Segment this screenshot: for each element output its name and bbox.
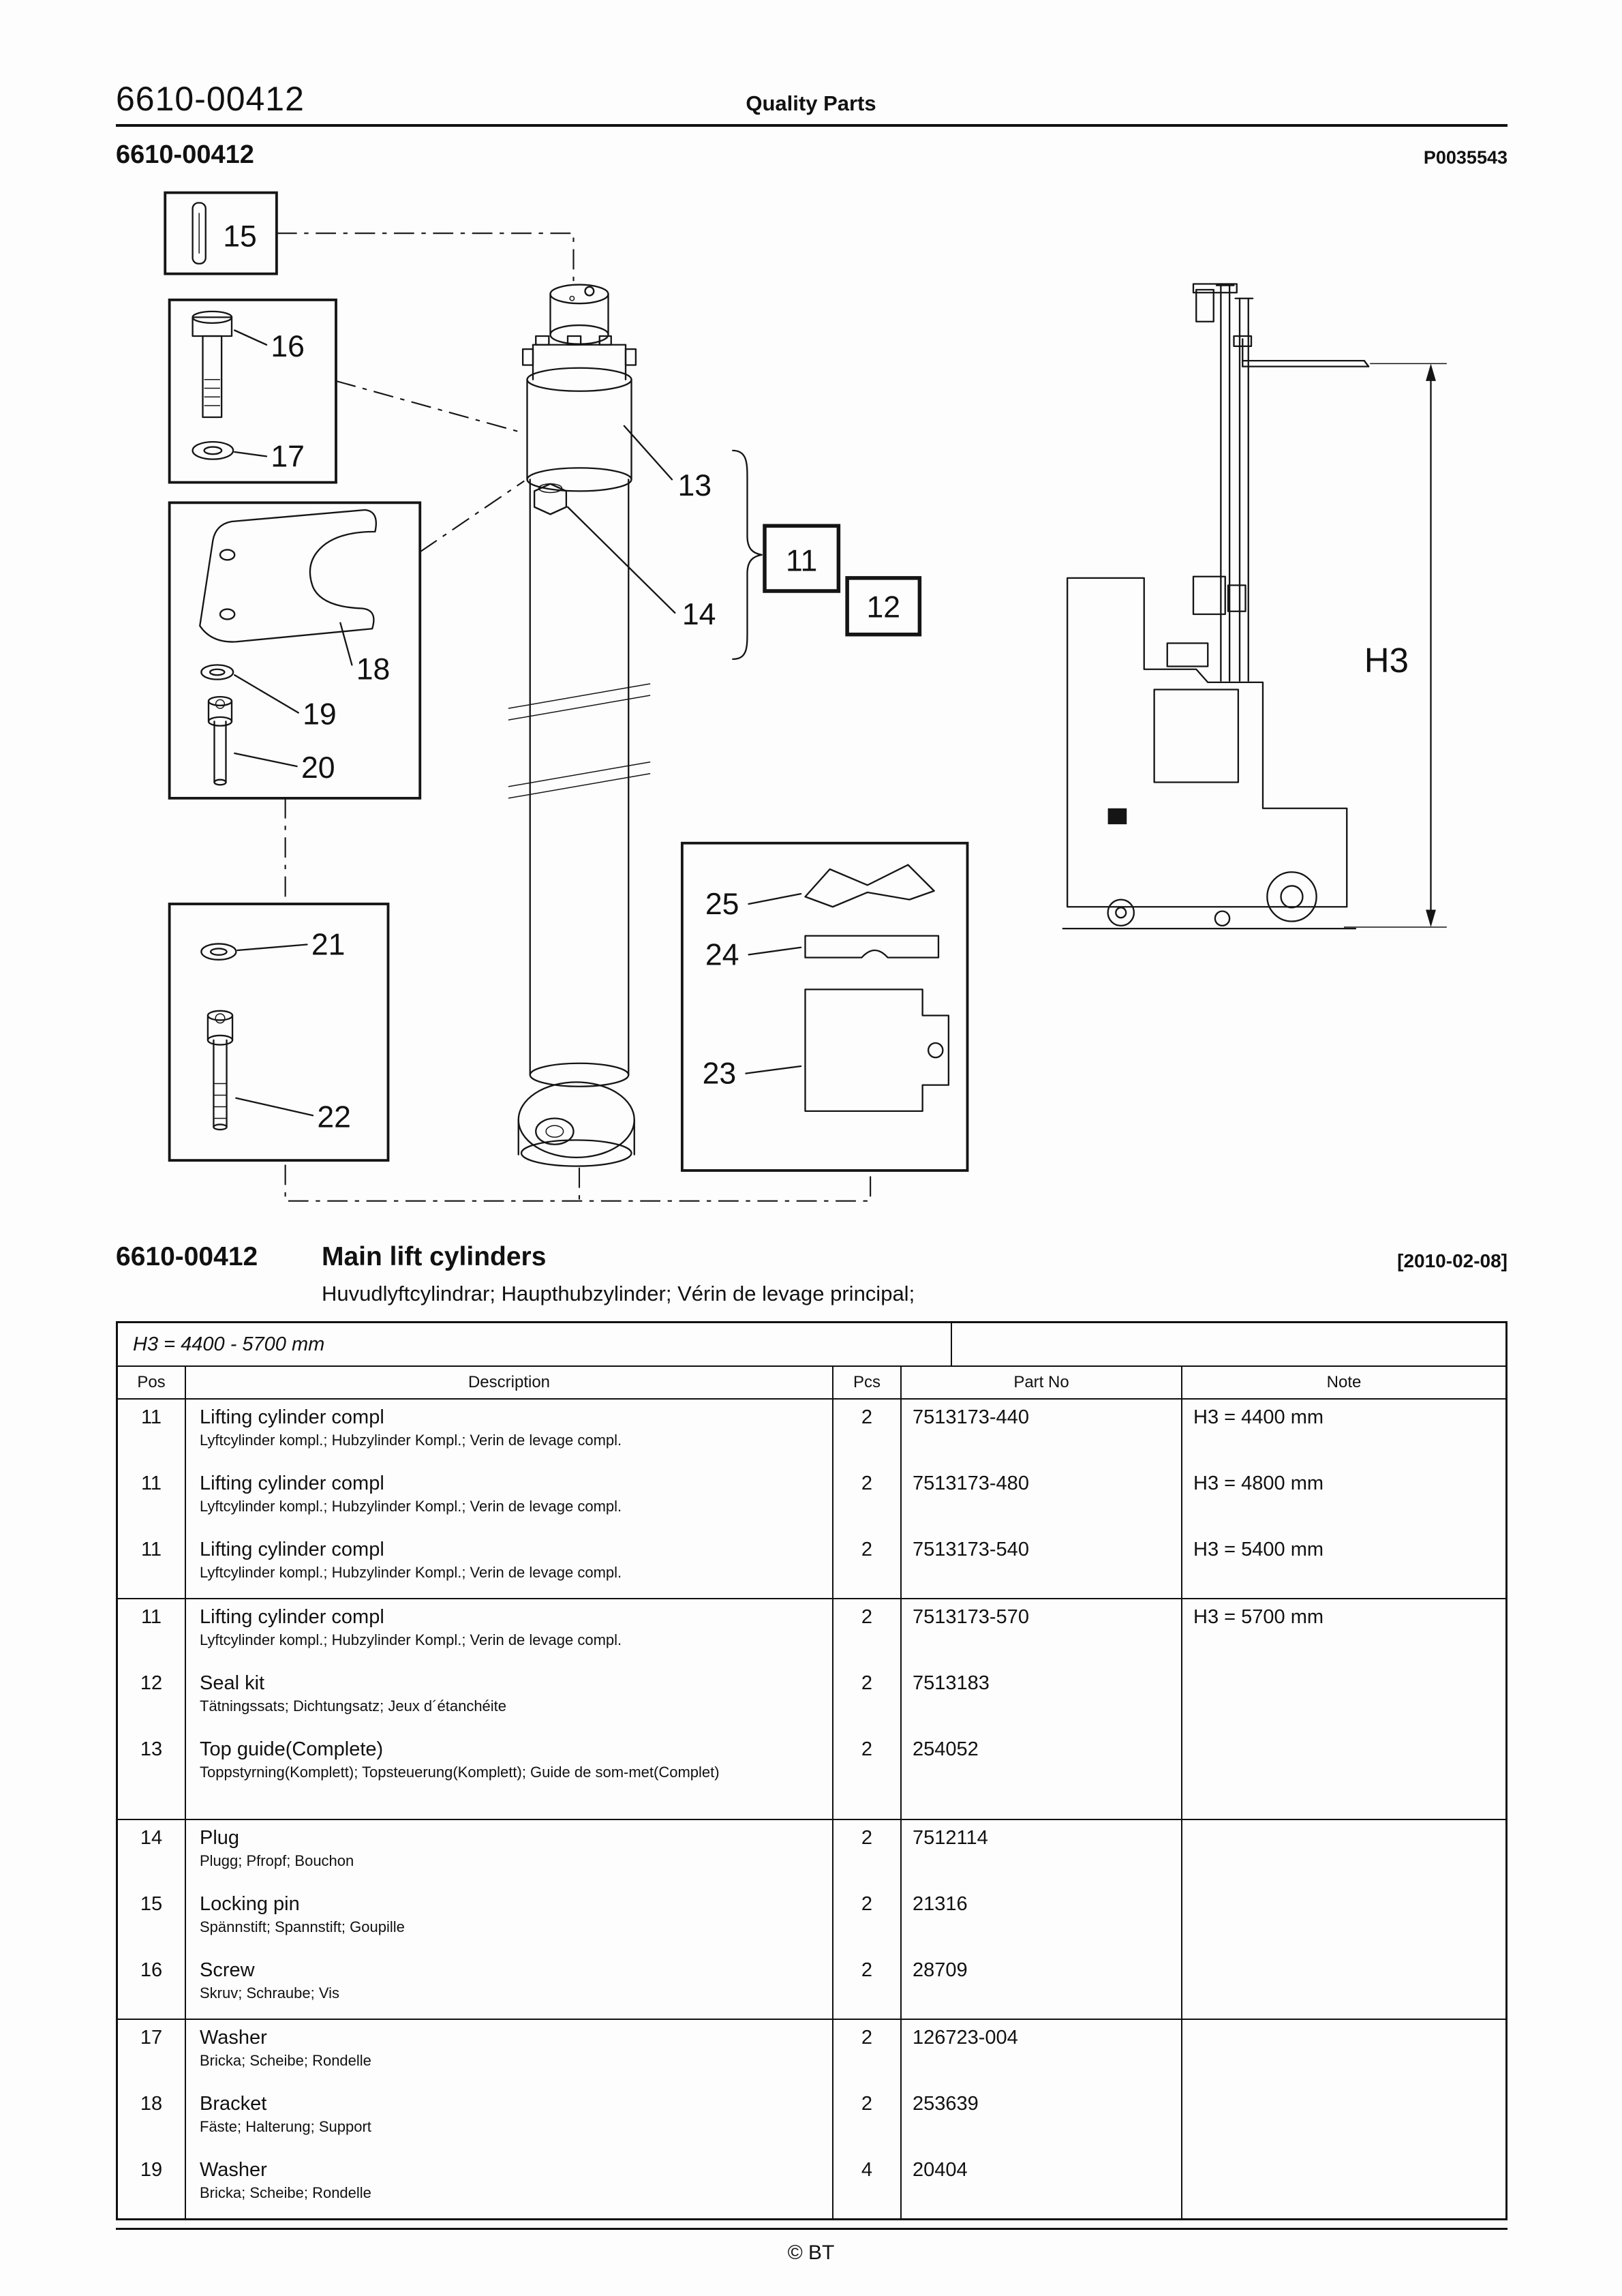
col-header-note: Note — [1181, 1367, 1505, 1398]
table-row — [118, 1819, 1505, 1886]
row-pcs: 2 — [832, 1599, 900, 1665]
row-partno: 21316 — [900, 1886, 1181, 1952]
row-description: Washer Bricka; Scheibe; Rondelle — [185, 2020, 832, 2086]
row-pcs: 2 — [832, 2020, 900, 2086]
callout-label-17: 17 — [271, 440, 305, 474]
table-row — [118, 2152, 1505, 2218]
section-number: 6610-00412 — [116, 1242, 258, 1271]
row-pos: 12 — [140, 1672, 163, 1694]
row-description: Seal kit Tätningssats; Dichtungsatz; Jeux d´étanchéite — [185, 1665, 832, 1732]
row-pos: 15 — [140, 1893, 163, 1915]
col-header-description: Description — [185, 1367, 832, 1398]
row-note — [1181, 2086, 1505, 2152]
header-rule — [116, 124, 1508, 127]
copyright: © BT — [787, 2241, 835, 2264]
callout-label-23: 23 — [702, 1057, 737, 1091]
image-ref: P0035543 — [1423, 147, 1508, 168]
h3-dimension — [1344, 363, 1447, 927]
table-row — [118, 2019, 1505, 2086]
callout-label-20: 20 — [301, 751, 335, 785]
fork-drawing — [1234, 336, 1369, 367]
row-pcs: 2 — [832, 1532, 900, 1598]
callout-brace — [733, 451, 762, 659]
callout-label-16: 16 — [271, 329, 305, 363]
row-note — [1181, 1665, 1505, 1732]
row-pos: 11 — [140, 1472, 162, 1494]
row-partno: 7513183 — [900, 1665, 1181, 1732]
callout-box-21-22 — [170, 904, 388, 1160]
row-partno: 20404 — [900, 2152, 1181, 2218]
row-pcs: 2 — [832, 1665, 900, 1732]
row-partno: 7513173-440 — [900, 1400, 1181, 1466]
row-partno: 7513173-570 — [900, 1599, 1181, 1665]
row-pcs: 2 — [832, 1820, 900, 1886]
row-description: Washer Bricka; Scheibe; Rondelle — [185, 2152, 832, 2218]
table-row — [118, 1732, 1505, 1819]
table-row — [118, 1952, 1505, 2019]
section-title: Main lift cylinders — [322, 1242, 547, 1271]
table-row — [118, 1665, 1505, 1732]
row-note — [1181, 1732, 1505, 1819]
row-description: Lifting cylinder compl Lyftcylinder kompl.; Hubzylinder Kompl.; Verin de levage compl. — [185, 1599, 832, 1665]
row-pcs: 2 — [832, 1732, 900, 1819]
washer-21-drawing — [201, 943, 236, 959]
row-pos: 11 — [140, 1406, 162, 1428]
row-pcs: 2 — [832, 1466, 900, 1532]
parts-table — [116, 1321, 1508, 2220]
guide-half-drawing — [806, 865, 934, 907]
quality-parts-title: Quality Parts — [746, 91, 876, 115]
table-row — [118, 1598, 1505, 1665]
row-pos: 16 — [140, 1959, 163, 1981]
row-description: Bracket Fäste; Halterung; Support — [185, 2086, 832, 2152]
callout-label-18: 18 — [356, 652, 391, 686]
col-header-pos: Pos — [137, 1373, 166, 1391]
callout-label-14: 14 — [682, 597, 716, 631]
row-pcs: 2 — [832, 2086, 900, 2152]
callout-box-18-19-20 — [170, 502, 420, 798]
row-description: Screw Skruv; Schraube; Vis — [185, 1952, 832, 2019]
row-partno: 7512114 — [900, 1820, 1181, 1886]
row-pcs: 2 — [832, 1400, 900, 1466]
table-row — [118, 2086, 1505, 2152]
bracket-drawing — [200, 510, 376, 642]
range-header: H3 = 4400 - 5700 mm — [133, 1333, 325, 1355]
row-note: H3 = 4400 mm — [1181, 1400, 1505, 1466]
row-note — [1181, 2152, 1505, 2218]
h3-dimension-label: H3 — [1364, 641, 1409, 680]
guide-plate-drawing — [806, 989, 949, 1111]
washer-19-drawing — [201, 665, 233, 679]
callout-box-15 — [165, 193, 277, 274]
lift-cylinder-drawing — [508, 285, 650, 1166]
row-description: Locking pin Spännstift; Spannstift; Goupille — [185, 1886, 832, 1952]
callout-label-12: 12 — [866, 590, 901, 624]
row-pos: 17 — [140, 2027, 163, 2049]
row-partno: 253639 — [900, 2086, 1181, 2152]
bolt-20-drawing — [209, 697, 232, 785]
range-header-row — [118, 1323, 1505, 1367]
callout-label-11: 11 — [786, 544, 818, 578]
row-note — [1181, 1952, 1505, 2019]
guide-bar-drawing — [806, 936, 939, 958]
footer-rule — [116, 2228, 1508, 2230]
row-note: H3 = 4800 mm — [1181, 1466, 1505, 1532]
callout-label-24: 24 — [705, 938, 739, 972]
row-pos: 19 — [140, 2159, 163, 2181]
exploded-diagram — [0, 188, 1622, 1260]
col-header-pcs: Pcs — [832, 1367, 900, 1398]
row-description: Lifting cylinder compl Lyftcylinder kompl.; Hubzylinder Kompl.; Verin de levage compl. — [185, 1532, 832, 1598]
washer-17-drawing — [193, 442, 234, 459]
row-note — [1181, 1886, 1505, 1952]
row-pos: 18 — [140, 2093, 163, 2115]
doc-number: 6610-00412 — [116, 80, 305, 118]
row-partno: 28709 — [900, 1952, 1181, 2019]
doc-number-secondary: 6610-00412 — [116, 140, 254, 169]
callout-label-25: 25 — [705, 887, 739, 921]
row-note — [1181, 2020, 1505, 2086]
table-row — [118, 1886, 1505, 1952]
table-row — [118, 1466, 1505, 1532]
row-pos: 13 — [140, 1738, 163, 1760]
section-date: [2010-02-08] — [1397, 1250, 1508, 1271]
bolt-22-drawing — [208, 1011, 232, 1130]
row-partno: 7513173-540 — [900, 1532, 1181, 1598]
locking-pin-drawing — [193, 203, 206, 264]
col-header-partno: Part No — [900, 1367, 1181, 1398]
table-row — [118, 1532, 1505, 1598]
callout-label-13: 13 — [677, 468, 712, 502]
callout-label-22: 22 — [317, 1100, 351, 1134]
table-row — [118, 1400, 1505, 1466]
cylinder-foot — [519, 1082, 634, 1166]
row-pcs: 2 — [832, 1886, 900, 1952]
row-description: Lifting cylinder compl Lyftcylinder kompl.; Hubzylinder Kompl.; Verin de levage compl. — [185, 1466, 832, 1532]
callout-label-15: 15 — [223, 220, 257, 254]
row-description: Lifting cylinder compl Lyftcylinder kompl.; Hubzylinder Kompl.; Verin de levage compl. — [185, 1400, 832, 1466]
section-subtitle: Huvudlyftcylindrar; Haupthubzylinder; Vérin de levage principal; — [322, 1282, 915, 1305]
row-description: Top guide(Complete) Toppstyrning(Komplett); Topsteuerung(Komplett); Guide de som-met(Complet) — [185, 1732, 832, 1819]
callout-box-23-24-25 — [682, 843, 968, 1170]
row-pos: 11 — [140, 1606, 162, 1628]
row-note — [1181, 1820, 1505, 1886]
row-partno: 7513173-480 — [900, 1466, 1181, 1532]
row-pcs: 4 — [832, 2152, 900, 2218]
row-partno: 126723-004 — [900, 2020, 1181, 2086]
callout-label-21: 21 — [311, 928, 346, 962]
row-note: H3 = 5700 mm — [1181, 1599, 1505, 1665]
truck-side-view — [1063, 284, 1368, 929]
screw-drawing — [193, 312, 232, 417]
cylinder-callouts — [568, 426, 919, 659]
callout-label-19: 19 — [303, 697, 337, 731]
construction-lines — [277, 233, 870, 1201]
callout-box-16-17 — [170, 300, 336, 483]
row-note: H3 = 5400 mm — [1181, 1532, 1505, 1598]
row-pos: 14 — [140, 1827, 163, 1849]
row-pos: 11 — [140, 1539, 162, 1560]
row-partno: 254052 — [900, 1732, 1181, 1819]
row-description: Plug Plugg; Pfropf; Bouchon — [185, 1820, 832, 1886]
column-header-row — [118, 1367, 1505, 1400]
range-header-spacer — [951, 1323, 1505, 1365]
row-pcs: 2 — [832, 1952, 900, 2019]
